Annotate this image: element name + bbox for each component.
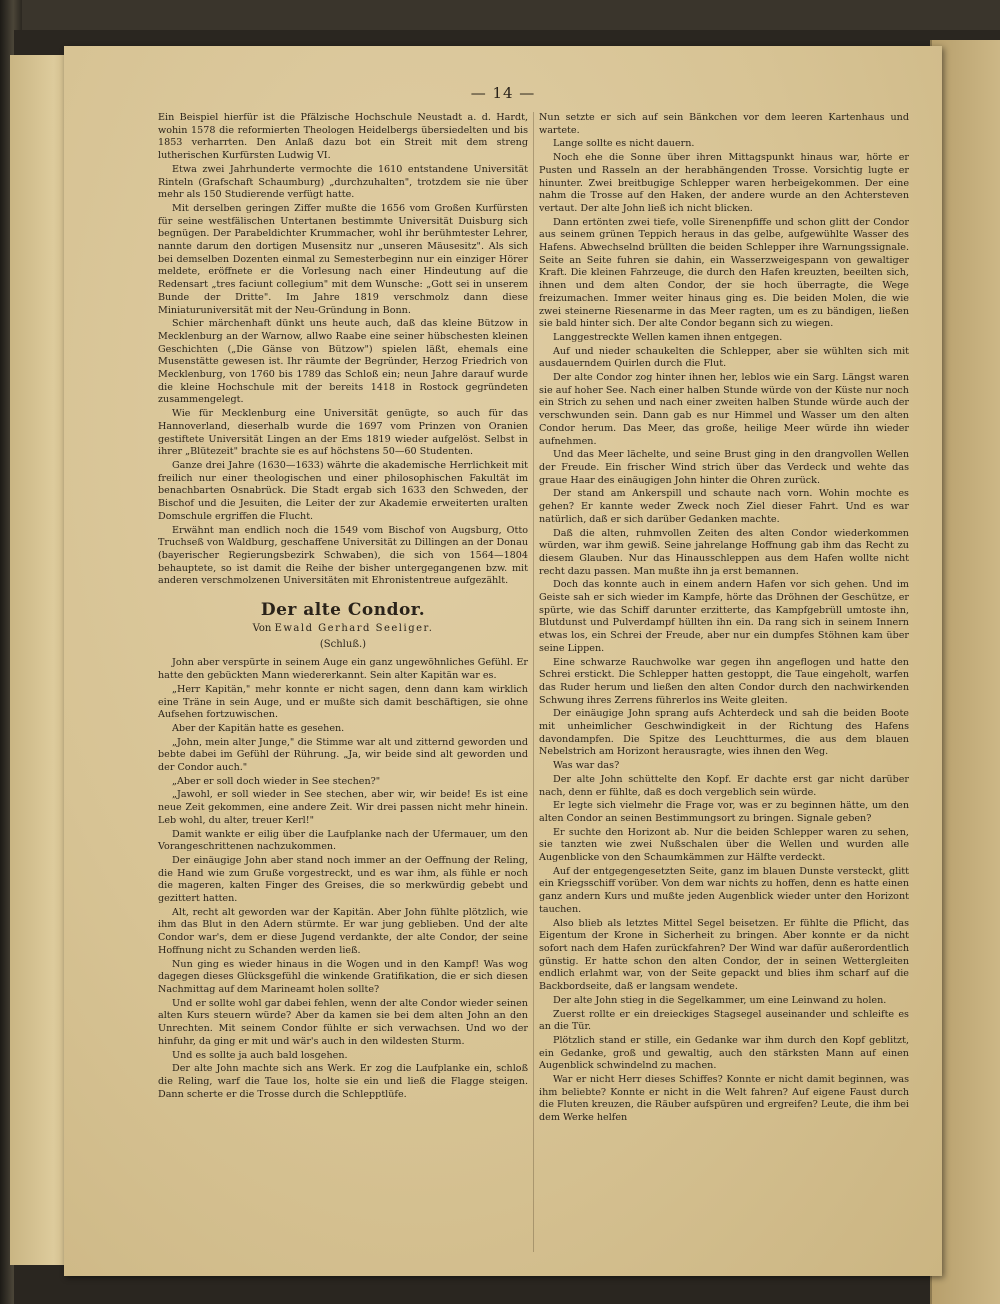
paragraph: Erwähnt man endlich noch die 1549 vom Bischof von Augsburg, Otto Truchseß von Waldburg, geschaffene Universität zu Dillingen an der Donau (bayerischer Regierungsbezirk Schwaben), die sich von 1564—1804 behauptete, so ist damit die Reihe der bisher untergegangenen bzw. mit anderen verschmolzenen Universitäten mit Ehronistentreue aufgezählt.	[158, 524, 528, 587]
paragraph: Lange sollte es nicht dauern.	[553, 138, 695, 150]
paragraph: Nun ging es wieder hinaus in die Wogen und in den Kampf! Was wog dagegen dieses Glücksgefühl die winkende Gratifikation, die er sich diesen Nachmittag auf dem Marineamt holen sollte?	[158, 958, 528, 995]
paragraph: Also blieb als letztes Mittel Segel beisetzen. Er fühlte die Pflicht, das Eigentum der Krone in Sicherheit zu bringen. Aber konnte er da nicht sofort nach dem Hafen zurückfahren? Der Wind war dafür außerordentlich günstig. Er hatte schon den alten Condor, der in seinen Wettergleiten endlich erlahmt war, von der Seite gepackt und blies ihm scharf auf die Backbordseite, daß er langsam wendete.	[539, 917, 909, 993]
paragraph: Aber der Kapitän hatte es gesehen.	[172, 722, 345, 734]
byline-prefix: Von	[252, 623, 272, 635]
paragraph: Der alte John machte sich ans Werk. Er zog die Laufplanke ein, schloß die Reling, warf die Taue los, holte sie ein und ließ die Flagge steigen. Dann scherte er die Trosse durch die Schlepptlüfe.	[158, 1063, 528, 1100]
paragraph: Langgestreckte Wellen kamen ihnen entgegen.	[553, 331, 783, 343]
paragraph: Der einäugige John sprang aufs Achterdeck und sah die beiden Boote mit unheimlicher Geschwindigkeit in der Richtung des Hafens davondampfen. Die Spitze des Leuchtturmes, die aus dem blauen Nebelstrich am Horizont herausragte, wies ihnen den Weg.	[539, 708, 909, 758]
paragraph: „Jawohl, er soll wieder in See stechen, aber wir, wir beide! Es ist eine neue Zeit gekommen, eine andere Zeit. Wir drei passen nicht mehr hinein. Leb wohl, du alter, treuer Kerl!"	[158, 789, 528, 826]
paragraph: Er legte sich vielmehr die Frage vor, was er zu beginnen hätte, um den alten Condor an seinen Bestimmungsort zu bringen. Signale geben?	[539, 800, 909, 824]
paragraph: Schier märchenhaft dünkt uns heute auch, daß das kleine Bützow in Mecklenburg an der Warnow, allwo Raabe eine seiner hübschesten kleinen Geschichten („Die Gänse von Bützow") spielen läßt, ehemals eine Musenstätte gewesen ist. Ihr räumte der Begründer, Herzog Friedrich von Mecklenburg, von 1760 bis 1789 das Schloß ein; neun Jahre darauf wurde die kleine Hochschule mit der bereits 1418 in Rostock gegründeten zusammengelegt.	[158, 318, 528, 406]
paragraph: Der einäugige John aber stand noch immer an der Oeffnung der Reling, die Hand wie zum Gruße vorgestreckt, und es war ihm, als fühle er noch die mageren, kalten Finger des Greises, die so merkwürdig gebebt und gezittert hatten.	[158, 854, 528, 905]
paragraph: Wie für Mecklenburg eine Universität genügte, so auch für das Hannoverland, dieserhalb wurde die 1697 vom Prinzen von Oranien gestiftete Universität Lingen an der Ems 1819 wieder aufgelöst. Selbst in ihrer „Blütezeit" brachte sie es auf höchstens 50—60 Studenten.	[158, 408, 528, 458]
article-title: Der alte Condor.	[260, 600, 426, 621]
paragraph: Mit derselben geringen Ziffer mußte die 1656 vom Großen Kurfürsten für seine westfälischen Untertanen bestimmte Universität Duisburg sich begnügen. Der Parabeldichter Krummacher, wohl ihr berühmtester Lehrer, nannte darum den dortigen Musensitz nur „unseren Mäusesitz". Als sich bei demselben Dozenten einmal zu Semesterbeginn nur ein einziger Hörer meldete, eröffnete er die Vorlesung nach einer Hindeutung auf die Redensart „tres faciunt collegium" mit dem Wunsche: „Gott sei in unserem Bunde der Dritte". Im Jahre 1819 verschmolz dann diese Miniaturuniversität mit der Neu-Gründung in Bonn.	[158, 202, 528, 316]
paragraph: Der alte John stieg in die Segelkammer, um eine Leinwand zu holen.	[553, 994, 887, 1006]
paragraph: War er nicht Herr dieses Schiffes? Konnte er nicht damit beginnen, was ihm beliebte? Konnte er nicht in die Welt fahren? Auf eigene Faust durch die Fluten kreuzen, die Räuber aufspüren und ergreifen? Leute, die ihm bei dem Werke helfen	[539, 1074, 909, 1124]
left-column	[158, 112, 528, 1102]
newspaper-page	[64, 46, 942, 1276]
column-divider	[533, 112, 534, 1252]
paragraph: Ein Beispiel hierfür ist die Pfälzische Hochschule Neustadt a. d. Hardt, wohin 1578 die reformierten Theologen Heidelbergs übersiedelten und bis 1853 verharrten. Den Anlaß dazu bot ein Streit mit dem streng lutherischen Kurfürsten Ludwig VI.	[158, 112, 528, 162]
paragraph: Etwa zwei Jahrhunderte vermochte die 1610 entstandene Universität Rinteln (Grafschaft Schaumburg) „durchzuhalten", trotzdem sie nie über mehr als 150 Studierende verfügt hatte.	[158, 163, 528, 201]
condor-story	[158, 600, 528, 1101]
page-number: — 14 —	[470, 84, 536, 102]
paragraph: Nun setzte er sich auf sein Bänkchen vor dem leeren Kartenhaus und wartete.	[539, 112, 909, 136]
paragraph: Auf der entgegengesetzten Seite, ganz im blauen Dunste versteckt, glitt ein Kriegsschiff vorüber. Von dem war nichts zu hoffen, denn es hatte einen ganz andern Kurs und mußte jeden Augenblick wieder unter den Horizont tauchen.	[539, 865, 909, 915]
paragraph: „Herr Kapitän," mehr konnte er nicht sagen, denn dann kam wirklich eine Träne in sein Auge, und er mußte sich damit beschäftigen, sie ohne Aufsehen fortzuwischen.	[158, 683, 528, 721]
paragraph: Dann ertönten zwei tiefe, volle Sirenenpfiffe und schon glitt der Condor aus seinem grünen Teppich heraus in das gelbe, aufgewühlte Wasser des Hafens. Abwechselnd brüllten die beiden Schlepper ihre Warnungssignale. Seite an Seite fuhren sie dahin, ein Wasserzweigespann von gewaltiger Kraft. Die kleinen Fahrzeuge, die durch den Hafen kreuzten, beeilten sich, ihnen und dem alten Condor, der sie hoch überragte, die Wege freizumachen. Immer weiter hinaus ging es. Die beiden Molen, die wie zwei steinerne Riesenarme in das Meer ragten, um es zu bändigen, ließen sie bald hinter sich. Der alte Condor begann sich zu wiegen.	[539, 216, 909, 330]
paragraph: Auf und nieder schaukelten die Schlepper, aber sie wühlten sich mit ausdauerndem Quirlen durch die Flut.	[539, 345, 909, 370]
paragraph: Der alte Condor zog hinter ihnen her, leblos wie ein Sarg. Längst waren sie auf hoher See. Nach einer halben Stunde würde von der Küste nur noch ein Strich zu sehen und nach einer zweiten halben Stunde würde auch der verschwunden sein. Dann gab es nur Himmel und Wasser um den alten Condor herum. Das Meer, das große, heilige Meer würde ihn wieder aufnehmen.	[539, 372, 909, 447]
paragraph: „Aber er soll doch wieder in See stechen?"	[172, 775, 381, 787]
paragraph: Und das Meer lächelte, und seine Brust ging in den drangvollen Wellen der Freude. Ein frischer Wind strich über das Verdeck und wehte das graue Haar des einäugigen John hinter die Ohren zurück.	[539, 449, 909, 486]
paragraph: Eine schwarze Rauchwolke war gegen ihn angeflogen und hatte den Schrei erstickt. Die Schlepper hatten gestoppt, die Taue eingeholt, warfen das Ruder herum und ließen den alten Condor durch den nachwirkenden Schwung ihres Zerrens führerlos ins Weite gleiten.	[539, 656, 909, 706]
paragraph: Der stand am Ankerspill und schaute nach vorn. Wohin mochte es gehen? Er kannte weder Zweck noch Ziel dieser Fahrt. Und es war natürlich, daß er sich darüber Gedanken machte.	[539, 488, 909, 525]
university-article-text	[158, 112, 528, 588]
paragraph: John aber verspürte in seinem Auge ein ganz ungewöhnliches Gefühl. Er hatte den gebückten Mann wiedererkannt. Sein alter Kapitän war es.	[158, 657, 528, 682]
paragraph: Ganze drei Jahre (1630—1633) währte die akademische Herrlichkeit mit freilich nur einer theologischen und einer philosophischen Fakultät im benachbarten Osnabrück. Die Stadt ergab sich 1633 den Schweden, der Bischof und die Jesuiten, die Leiter der zur Akademie erweiterten uralten Domschule ergriffen die Flucht.	[158, 459, 528, 522]
paragraph: Plötzlich stand er stille, ein Gedanke war ihm durch den Kopf geblitzt, ein Gedanke, groß und gewaltig, auch den stärksten Mann auf einen Augenblick schwindelnd zu machen.	[539, 1034, 909, 1072]
paragraph: Doch das konnte auch in einem andern Hafen vor sich gehen. Und im Geiste sah er sich wieder im Kampfe, hörte das Dröhnen der Geschütze, er spürte, wie das Schiff darunter erzitterte, das Kampfgebrüll umtoste ihn, Blutdunst und Pulverdampf hüllten ihn ein. Da rang sich in seinem Innern etwas los, ein Schrei der Freude, aber nur ein dumpfes Stöhnen kam über seine Lippen.	[539, 579, 909, 654]
paragraph: Noch ehe die Sonne über ihren Mittagspunkt hinaus war, hörte er Pusten und Rasseln an der herabhängenden Trosse. Vorsichtig lugte er hinunter. Zwei breitbugige Schlepper waren herbeigekommen. Der eine nahm die Trosse auf den Haken, der andere wurde an den Achtersteven vertaut. Der alte John ließ ich nicht blicken.	[539, 152, 909, 214]
paragraph: Der alte John schüttelte den Kopf. Er dachte erst gar nicht darüber nach, denn er fühlte, daß es doch vergeblich sein würde.	[539, 773, 909, 798]
paragraph: Daß die alten, ruhmvollen Zeiten des alten Condor wiederkommen würden, war ihm gewiß. Seine jahrelange Hoffnung gab ihm das Recht zu diesem Glauben. Nur das Hinausschleppen aus dem Hafen wollte nicht recht dazu passen. Man mußte ihn ja erst bemannen.	[539, 527, 909, 577]
right-column	[539, 112, 909, 1126]
author-name: Ewald Gerhard Seeliger.	[274, 623, 434, 635]
article-byline	[158, 623, 528, 636]
paragraph: Und er sollte wohl gar dabei fehlen, wenn der alte Condor wieder seinen alten Kurs steuern würde? Aber da kamen sie bei dem alten John an den Unrechten. Mit seinem Condor fühlte er sich verwachsen. Und wo der hinfuhr, da ging er mit und wär's auch in den wildesten Sturm.	[158, 997, 528, 1047]
paragraph: Und es sollte ja auch bald losgehen.	[172, 1049, 348, 1061]
article-subnote: (Schluß.)	[319, 638, 367, 650]
paragraph: Er suchte den Horizont ab. Nur die beiden Schlepper waren zu sehen, sie tanzten wie zwei Nußschalen über die Wellen und wurden alle Augenblicke von den Schaumkämmen zur Hälfte verdeckt.	[539, 826, 909, 864]
paragraph: Alt, recht alt geworden war der Kapitän. Aber John fühlte plötzlich, wie ihm das Blut in den Adern stürmte. Er war jung geblieben. Und der alte Condor war's, dem er diese Jugend verdankte, der alte Condor, der seine Hoffnung nicht zu Schanden werden ließ.	[158, 906, 528, 956]
paragraph: Damit wankte er eilig über die Laufplanke nach der Ufermauer, um den Vorangeschrittenen nachzukommen.	[158, 828, 528, 853]
paragraph: Zuerst rollte er ein dreieckiges Stagsegel auseinander und schleifte es an die Tür.	[539, 1008, 909, 1033]
paragraph: Was war das?	[553, 760, 620, 772]
paragraph: „John, mein alter Junge," die Stimme war alt und zitternd geworden und bebte dabei im Gefühl der Rührung. „Ja, wir beide sind alt geworden und der Condor auch."	[158, 736, 528, 774]
